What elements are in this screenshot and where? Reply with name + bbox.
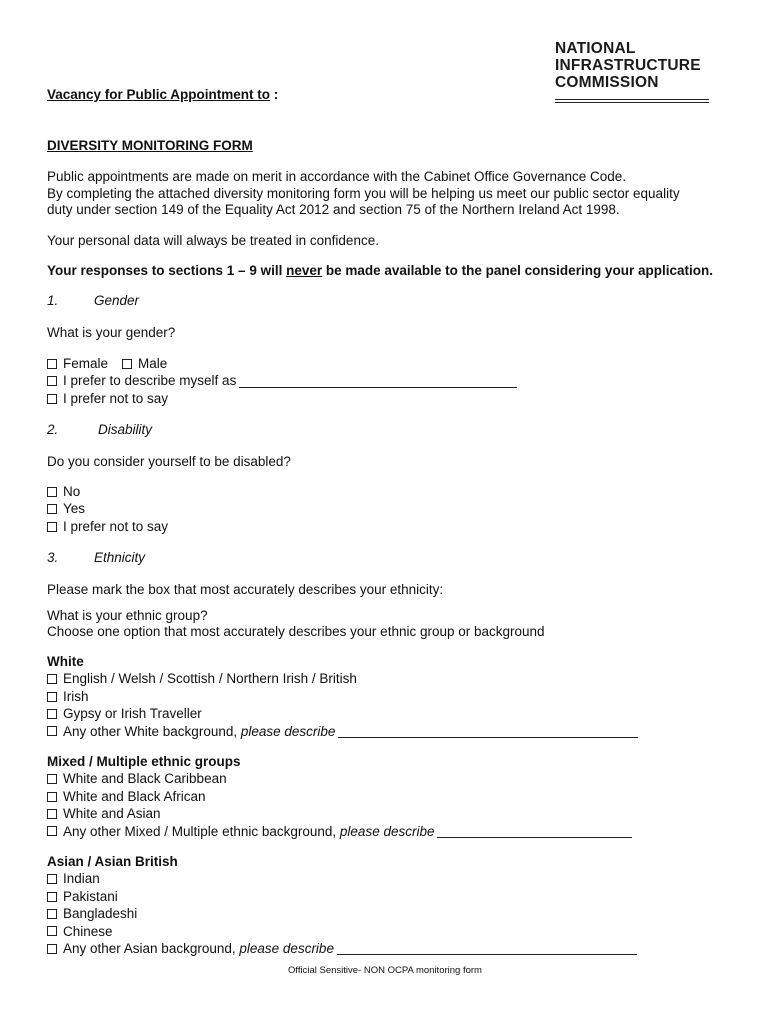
option-label: Any other Asian background, [63,941,236,957]
nic-logo [555,40,711,103]
checkbox[interactable] [47,809,57,819]
disability-option [47,500,168,517]
logo-line: NATIONAL [555,40,636,57]
disability-options [47,483,168,535]
gender-options [47,355,517,407]
group-heading: White [47,654,84,669]
form-title: DIVERSITY MONITORING FORM [47,138,253,153]
intro-line-2: By completing the attached diversity monitoring form you will be helping us meet our public sector equality [47,186,680,201]
gender-question: What is your gender? [47,325,176,340]
option-label: Male [138,356,168,371]
option-label: Yes [63,501,86,517]
please-describe: please describe [339,823,435,839]
disability-question: Do you consider yourself to be disabled? [47,454,291,469]
describe-blank[interactable] [437,825,632,838]
option-label: Chinese [63,923,113,939]
option-label: English / Welsh / Scottish / Northern Irish / British [63,671,357,687]
checkbox[interactable] [47,944,57,954]
section-disability-heading [47,422,153,437]
checkbox[interactable] [47,726,57,736]
gender-option-row [47,355,517,372]
checkbox[interactable] [47,892,57,902]
vacancy-colon: : [270,87,279,102]
intro-line-1: Public appointments are made on merit in accordance with the Cabinet Office Governance Code. [47,169,627,184]
option-label: I prefer not to say [63,518,169,534]
logo-line: INFRASTRUCTURE [555,57,701,74]
ethnicity-option [47,888,637,905]
please-describe: please describe [239,941,334,957]
section-number: 2. [47,422,59,437]
group-heading: Mixed / Multiple ethnic groups [47,754,241,769]
never-emphasis: never [286,263,323,278]
ethnicity-option [47,670,638,687]
ethnicity-option-other [47,723,638,740]
section-ethnicity-heading [47,550,146,565]
checkbox[interactable] [47,826,57,836]
checkbox-male[interactable] [122,359,132,369]
disability-option [47,483,168,500]
logo-rule [555,102,709,103]
vacancy-heading [47,86,278,103]
checkbox[interactable] [47,909,57,919]
checkbox-describe[interactable] [47,376,57,386]
option-label: I prefer to describe myself as [63,373,237,389]
option-label: Pakistani [63,888,118,904]
section-label: Ethnicity [94,550,146,565]
ethnicity-option [47,770,632,787]
describe-blank[interactable] [239,375,517,388]
asian-group [47,853,637,957]
section-number: 1. [47,293,59,308]
ethnicity-question: What is your ethnic group? [47,608,208,623]
option-label: Gypsy or Irish Traveller [63,706,202,722]
section-gender-heading [47,293,140,308]
responses-statement [47,262,713,279]
section-label: Gender [94,293,140,308]
checkbox[interactable] [47,504,57,514]
option-label: White and Black African [63,788,206,804]
checkbox[interactable] [47,522,57,532]
option-label: Female [63,356,109,371]
responses-text: Your responses to sections 1 – 9 will [47,263,287,278]
ethnicity-option [47,870,637,887]
page-footer: Official Sensitive- NON OCPA monitoring form [288,965,482,976]
checkbox[interactable] [47,874,57,884]
option-label: Bangladeshi [63,906,138,922]
ethnicity-option-other [47,940,637,957]
intro-line-3: duty under section 149 of the Equality Act 2012 and section 75 of the Northern Ireland Act 1998. [47,202,620,217]
describe-blank[interactable] [338,725,638,738]
please-describe: please describe [240,723,336,739]
checkbox[interactable] [47,674,57,684]
checkbox[interactable] [47,487,57,497]
option-label: No [63,484,81,499]
describe-blank[interactable] [337,942,637,955]
confidence-statement: Your personal data will always be treated in confidence. [47,233,379,248]
checkbox-female[interactable] [47,359,57,369]
white-group [47,653,638,740]
logo-line: COMMISSION [555,74,659,91]
option-label: Indian [63,871,100,887]
ethnicity-option [47,805,632,822]
ethnicity-option [47,705,638,722]
ethnicity-option-other [47,823,632,840]
logo-rule [555,99,709,100]
checkbox[interactable] [47,926,57,936]
vacancy-title: Vacancy for Public Appointment to [47,87,271,102]
option-label: Irish [63,688,89,704]
disability-option [47,518,168,535]
checkbox[interactable] [47,774,57,784]
option-label: Any other White background, [63,723,238,739]
section-number: 3. [47,550,59,565]
option-label: I prefer not to say [63,390,169,406]
option-label: White and Asian [63,806,161,822]
checkbox[interactable] [47,792,57,802]
ethnicity-option [47,923,637,940]
responses-text: be made available to the panel considering your application. [322,263,713,278]
ethnicity-option [47,688,638,705]
checkbox[interactable] [47,709,57,719]
ethnicity-sub-question: Choose one option that most accurately describes your ethnic group or background [47,624,545,639]
ethnicity-option [47,905,637,922]
section-label: Disability [98,422,153,437]
gender-option-row [47,390,517,407]
option-label: White and Black Caribbean [63,771,227,787]
ethnicity-instruction: Please mark the box that most accurately describes your ethnicity: [47,582,444,597]
mixed-group [47,753,632,840]
option-label: Any other Mixed / Multiple ethnic background, [63,823,337,839]
ethnicity-option [47,788,632,805]
checkbox[interactable] [47,692,57,702]
gender-option-row [47,372,517,389]
checkbox-not-say[interactable] [47,394,57,404]
group-heading: Asian / Asian British [47,854,178,869]
